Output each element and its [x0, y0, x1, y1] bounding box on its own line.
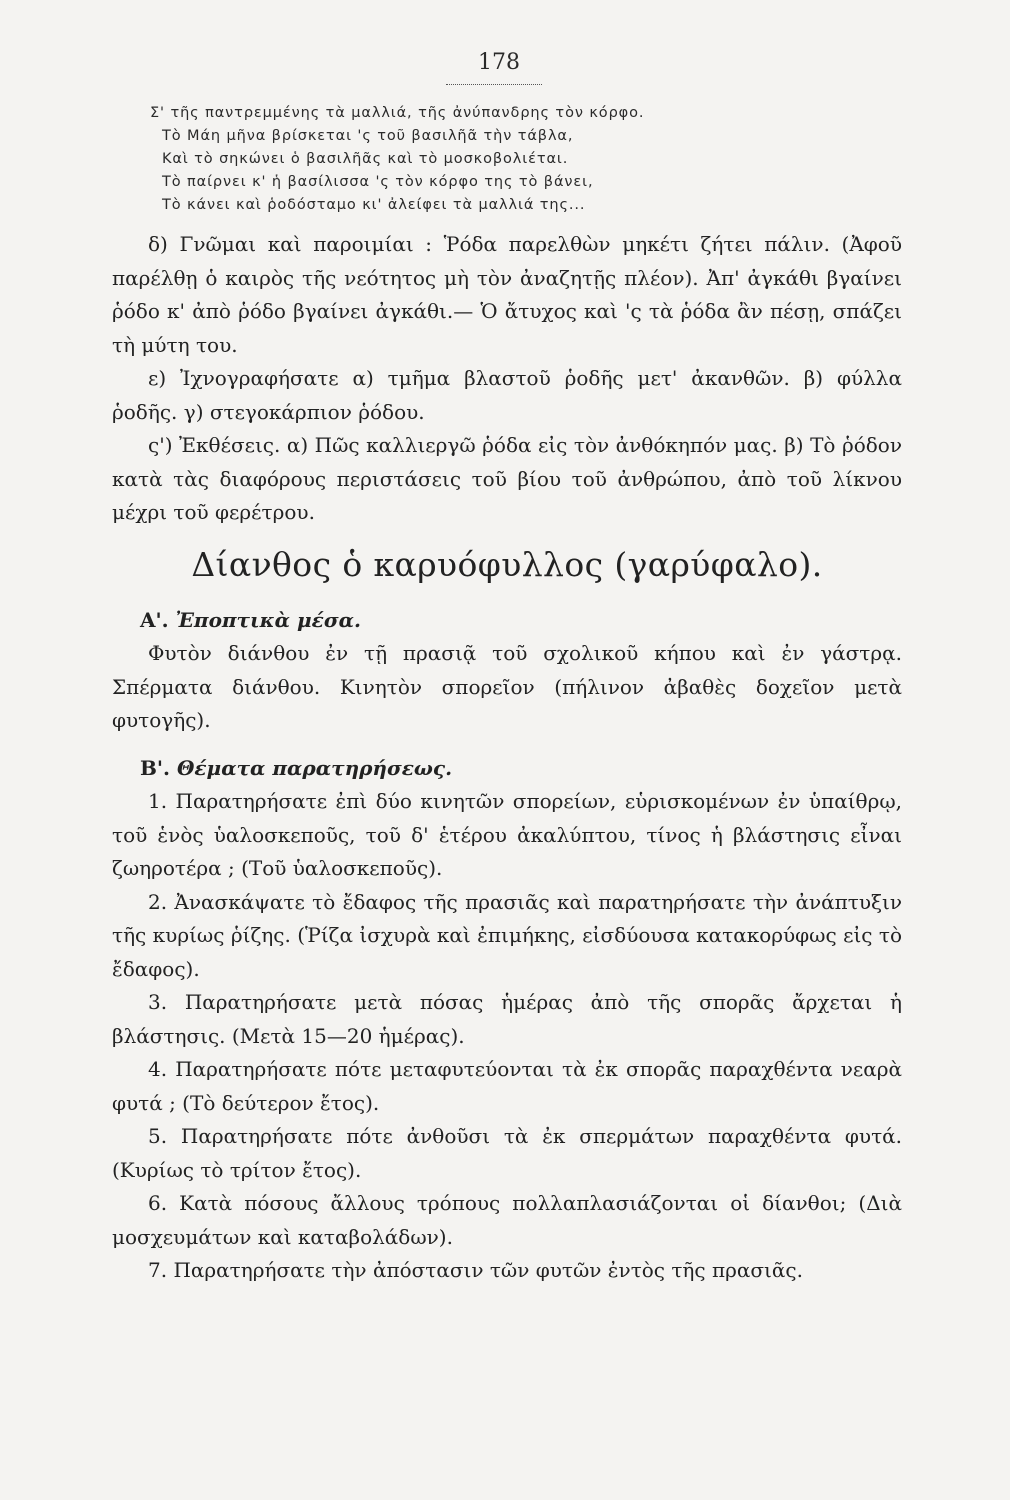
observation-item: 6. Κατὰ πόσους ἄλλους τρόπους πολλαπλασιάζονται οἱ δίανθοι; (Διὰ μοσχευμάτων καὶ καταβολάδων). — [112, 1191, 902, 1249]
folk-song-verse — [150, 102, 870, 217]
verse-line: Τὸ Μάη μῆνα βρίσκεται 'ς τοῦ βασιλῆᾶ τὴν τάβλα, — [162, 128, 574, 144]
section-a-mark: Α'. — [140, 607, 169, 632]
verse-line: Σ' τῆς παντρεμμένης τὰ μαλλιά, τῆς ἀνύπανδρης τὸν κόρφο. — [150, 105, 645, 121]
section-b-heading — [112, 752, 902, 786]
page-number-rule — [446, 84, 542, 85]
observation-item: 1. Παρατηρήσατε ἐπὶ δύο κινητῶν σπορείων, εὑρισκομένων ἐν ὑπαίθρῳ, τοῦ ἑνὸς ὑαλοσκεποῦς, τοῦ δ' ἑτέρου ἀκαλύπτου, τίνος ἡ βλάστησις εἶναι ζωηροτέρα ; (Τοῦ ὑαλοσκεποῦς). — [112, 789, 902, 880]
section-b-heading-text: Θέματα παρατηρήσεως. — [176, 755, 453, 780]
verse-line: Τὸ κάνει καὶ ῥοδόσταμο κι' ἀλείφει τὰ μαλλιά της... — [162, 197, 586, 213]
section-a-heading-text: Ἐποπτικὰ μέσα. — [175, 607, 361, 632]
section-a-text: Φυτὸν διάνθου ἐν τῇ πρασιᾷ τοῦ σχολικοῦ κήπου καὶ ἐν γάστρᾳ. Σπέρματα διάνθου. Κινητὸν σπορεῖον (πήλινον ἀβαθὲς δοχεῖον μετὰ φυτογῆς). — [112, 641, 902, 732]
observation-item: 2. Ἀνασκάψατε τὸ ἔδαφος τῆς πρασιᾶς καὶ παρατηρήσατε τὴν ἀνάπτυξιν τῆς κυρίως ῥίζης. (Ῥίζα ἰσχυρὰ καὶ ἐπιμήκης, εἰσδύουσα κατακορύφως εἰς τὸ ἔδαφος). — [112, 889, 902, 981]
section-a-heading — [112, 604, 902, 638]
page-number: 178 — [478, 50, 520, 75]
observation-item: 4. Παρατηρήσατε πότε μεταφυτεύονται τὰ ἐκ σπορᾶς παραχθέντα νεαρὰ φυτά ; (Τὸ δεύτερον ἔτος). — [112, 1057, 902, 1115]
main-text — [112, 228, 902, 1288]
observation-item: 7. Παρατηρήσατε τὴν ἀπόστασιν τῶν φυτῶν ἐντὸς τῆς πρασιᾶς. — [148, 1258, 803, 1282]
observation-item: 5. Παρατηρήσατε πότε ἀνθοῦσι τὰ ἐκ σπερμάτων παραχθέντα φυτά. (Κυρίως τὸ τρίτον ἔτος). — [112, 1124, 902, 1182]
spacer — [112, 738, 902, 752]
section-b-mark: Β'. — [140, 755, 170, 780]
drawing-paragraph: ε) Ἰχνογραφήσατε α) τμῆμα βλαστοῦ ῥοδῆς μετ' ἀκανθῶν. β) φύλλα ῥοδῆς. γ) στεγοκάρπιον ῥόδου. — [112, 366, 902, 424]
verse-line: Καὶ τὸ σηκώνει ὁ βασιλῆᾶς καὶ τὸ μοσκοβολιέται. — [162, 151, 569, 167]
observation-item: 3. Παρατηρήσατε μετὰ πόσας ἡμέρας ἀπὸ τῆς σπορᾶς ἄρχεται ἡ βλάστησις. (Μετὰ 15—20 ἡμέρας). — [112, 990, 902, 1048]
essays-paragraph: ς') Ἐκθέσεις. α) Πῶς καλλιεργῶ ῥόδα εἰς τὸν ἀνθόκηπόν μας. β) Τὸ ῥόδον κατὰ τὰς διαφόρους περιστάσεις τοῦ βίου τοῦ ἀνθρώπου, ἀπὸ τοῦ λίκνου μέχρι τοῦ φερέτρου. — [112, 433, 902, 524]
proverbs-paragraph: δ) Γνῶμαι καὶ παροιμίαι : Ῥόδα παρελθὼν μηκέτι ζήτει πάλιν. (Ἀφοῦ παρέλθῃ ὁ καιρὸς τῆς νεότητος μὴ τὸν ἀναζητῇς πλέον). Ἀπ' ἀγκάθι βγαίνει ῥόδο κ' ἀπὸ ῥόδο βγαίνει ἀγκάθι.— Ὁ ἄτυχος καὶ 'ς τὰ ῥόδα ἂν πέσῃ, σπάζει τὴ μύτη του. — [112, 232, 902, 357]
section-title: Δίανθος ὁ καρυόφυλλος (γαρύφαλο). — [191, 544, 823, 584]
verse-line: Τὸ παίρνει κ' ἡ βασίλισσα 'ς τὸν κόρφο της τὸ βάνει, — [162, 174, 594, 190]
